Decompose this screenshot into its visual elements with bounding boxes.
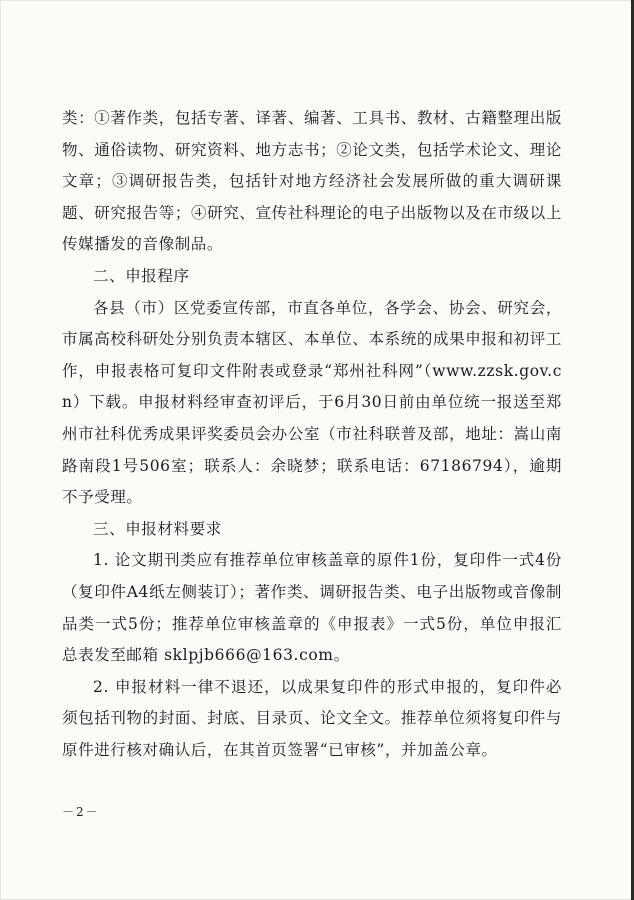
section-heading-material-requirements: 三、申报材料要求 <box>93 519 222 538</box>
award-categories-paragraph: 类：①著作类，包括专著、译著、编著、工具书、教材、古籍整理出版物、通俗读物、研究资料、地方志书；②论文类，包括学术论文、理论文章；③调研报告类，包括针对地方经济社会发展所做的重大调研课题、研究报告等；④研究、宣传社科理论的电子出版物以及在市级以上传媒播发的音像制品。 <box>62 109 562 254</box>
section-heading-application-procedure: 二、申报程序 <box>93 266 190 285</box>
material-requirement-item-2: 2. 申报材料一律不退还，以成果复印件的形式申报的，复印件必须包括刊物的封面、封底、目录页、论文全文。推荐单位须将复印件与原件进行核对确认后，在其首页签署“已审核”，并加盖公章。 <box>62 677 562 759</box>
document-body <box>62 103 562 766</box>
page-number: －2－ <box>62 805 100 819</box>
material-requirement-item-1: 1. 论文期刊类应有推荐单位审核盖章的原件1份，复印件一式4份（复印件A4纸左侧装订）；著作类、调研报告类、电子出版物或音像制品类一式5份；推荐单位审核盖章的《申报表》一式5份，单位申报汇总表发至邮箱 sklpjb666@163.com。 <box>62 551 562 665</box>
application-procedure-paragraph: 各县（市）区党委宣传部，市直各单位，各学会、协会、研究会，市属高校科研处分别负责本辖区、本单位、本系统的成果申报和初评工作，申报表格可复印文件附表或登录“郑州社科网”（www.zzsk.gov.cn）下载。申报材料经审查初评后，于6月30日前由单位统一报送至郑州市社科优秀成果评奖委员会办公室（市社科联普及部，地址：嵩山南路南段1号506室；联系人：余晓梦；联系电话：67186794），逾期不予受理。 <box>62 298 562 507</box>
